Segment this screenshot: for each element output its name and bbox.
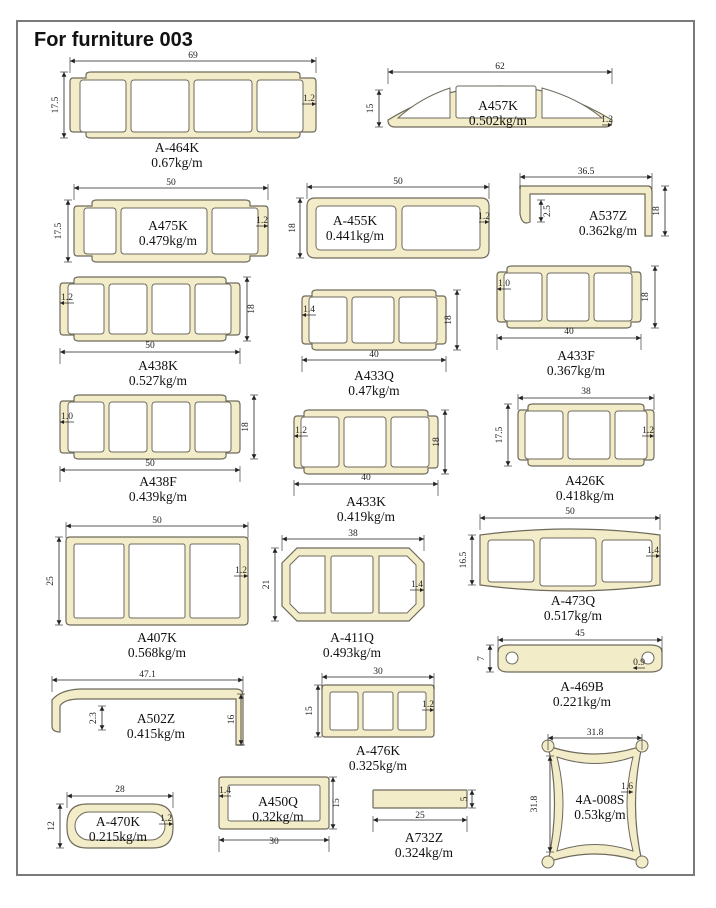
profile-label-a426k	[530, 473, 640, 503]
profile-code: A537Z	[588, 208, 628, 223]
profile-cavity	[391, 417, 429, 467]
profile-label-a450q	[233, 794, 323, 824]
profile-a464k	[70, 72, 316, 138]
profile-code: 4A-008S	[575, 792, 625, 807]
profile-cavity	[309, 297, 347, 343]
profile-weight: 0.493kg/m	[322, 645, 382, 660]
dimension-label: 18	[641, 292, 651, 302]
dimension-label: 40	[361, 473, 371, 483]
profile-a732z	[373, 790, 467, 808]
profile-label-a475k	[113, 218, 223, 248]
dimension-label: 15	[305, 706, 315, 716]
dimension-label: 17.5	[495, 426, 505, 444]
dimension-label: 50	[152, 516, 162, 526]
wall-thickness-label: 1.2	[61, 293, 73, 303]
profile-cavity	[540, 538, 596, 586]
profile-weight: 0.367kg/m	[546, 363, 606, 378]
profile-code: A-464K	[154, 140, 200, 155]
profile-cavity	[195, 284, 231, 334]
profile-cavity	[547, 273, 589, 321]
profile-label-a455k	[300, 213, 410, 243]
profile-code: A433K	[346, 494, 386, 509]
profile-label-a433k	[311, 494, 421, 524]
dimension-label: 25	[46, 576, 56, 586]
profile-weight: 0.419kg/m	[336, 509, 396, 524]
dimension-label: 50	[166, 178, 176, 188]
dimension-label: 40	[369, 350, 379, 360]
wall-thickness-label: 1.2	[256, 216, 268, 226]
dimension-label: 36.5	[577, 167, 595, 177]
profile-weight: 0.221kg/m	[552, 694, 612, 709]
profile-cavity	[109, 402, 147, 452]
dimension-label: 50	[145, 341, 155, 351]
dimension-label: 30	[373, 667, 383, 677]
profile-weight: 0.527kg/m	[128, 373, 188, 388]
profile-cavity	[602, 540, 652, 582]
wall-thickness-label: 1.4	[303, 305, 315, 315]
profile-label-a469b	[527, 679, 637, 709]
profile-label-a476k	[323, 743, 433, 773]
profile-code: A-469B	[560, 679, 604, 694]
profile-cavity	[195, 402, 231, 452]
profile-cavity	[399, 297, 437, 343]
profile-code: A438K	[138, 358, 178, 373]
dimension-label: 38	[581, 387, 591, 397]
profile-corner-bead	[542, 856, 554, 868]
dimension-label: 30	[269, 837, 279, 847]
profile-cavity	[506, 652, 518, 664]
profile-cavity	[301, 417, 339, 467]
dimension-label: 21	[262, 579, 272, 590]
dimension-label: 7	[477, 656, 487, 661]
dimension-label: 18	[652, 206, 662, 216]
profile-label-a433f	[521, 348, 631, 378]
wall-thickness-label: 1.4	[219, 786, 231, 796]
profile-code: A433Q	[354, 368, 394, 383]
profile-label-4a008s	[555, 792, 645, 822]
profile-code: A426K	[565, 473, 605, 488]
wall-thickness-label: 1.2	[601, 115, 613, 125]
dimension-label: 31.8	[530, 795, 540, 813]
dimension-label: 2.3	[89, 712, 99, 724]
profile-a433k	[294, 410, 438, 474]
wall-thickness-label: 1.2	[642, 426, 654, 436]
profile-label-a732z	[374, 830, 474, 860]
profile-cavity	[568, 411, 610, 459]
profile-a407k	[66, 537, 248, 625]
profile-weight: 0.517kg/m	[543, 608, 603, 623]
profile-code: A475K	[148, 218, 188, 233]
dimension-label: 18	[432, 437, 442, 447]
profile-cavity	[344, 417, 386, 467]
dimension-label: 31.8	[586, 728, 604, 738]
profile-label-a502z	[106, 711, 206, 741]
profile-code: A450Q	[258, 794, 298, 809]
profile-cavity	[194, 80, 252, 132]
profile-weight: 0.32kg/m	[252, 809, 304, 824]
profile-code: A-411Q	[330, 630, 374, 645]
dimension-label: 18	[241, 422, 251, 432]
profile-weight: 0.502kg/m	[468, 113, 528, 128]
profile-label-a464k	[117, 140, 237, 170]
dimension-label: 16	[227, 714, 237, 725]
dimension-label: 50	[145, 459, 155, 469]
profile-label-a537z	[558, 208, 658, 238]
wall-thickness-label: 0.9	[633, 658, 645, 668]
wall-thickness-label: 1.4	[411, 580, 423, 590]
dimension-label: 50	[393, 177, 403, 187]
profile-cavity	[152, 402, 190, 452]
profile-cavity	[363, 692, 393, 730]
profile-code: A407K	[137, 630, 177, 645]
wall-thickness-label: 1.4	[647, 546, 659, 556]
profile-code: A-476K	[355, 743, 401, 758]
wall-thickness-label: 1.2	[422, 700, 434, 710]
profile-cavity	[152, 284, 190, 334]
profile-cavity	[594, 273, 632, 321]
dimension-label: 2.5	[543, 205, 553, 217]
dimension-label: 45	[575, 629, 585, 639]
profile-code: A457K	[478, 98, 518, 113]
dimension-label: 47.1	[139, 670, 156, 680]
dimension-label: 25	[415, 811, 425, 821]
profile-cavity	[352, 297, 394, 343]
profile-outline	[373, 790, 467, 808]
dimension-label: 12	[47, 821, 57, 831]
profile-cavity	[109, 284, 147, 334]
profile-code: A502Z	[136, 711, 176, 726]
profile-label-a473q	[518, 593, 628, 623]
wall-thickness-label: 1.0	[61, 412, 73, 422]
profile-a411q	[282, 548, 424, 621]
dimension-label: 28	[115, 785, 125, 795]
dimension-label: 40	[564, 327, 574, 337]
page-title: For furniture 003	[34, 29, 193, 51]
dimension-label: 17.5	[51, 96, 61, 114]
dimension-label: 18	[247, 304, 257, 314]
wall-thickness-label: 1.0	[498, 279, 510, 289]
profile-code: A-455K	[332, 213, 378, 228]
profile-label-a433q	[319, 368, 429, 398]
profile-cavity	[330, 692, 358, 730]
dimension-label: 50	[565, 507, 575, 517]
profile-weight: 0.479kg/m	[138, 233, 198, 248]
profile-cavity	[68, 284, 104, 334]
wall-thickness-label: 1.2	[235, 566, 247, 576]
profile-a433q	[302, 290, 446, 350]
dimension-label: 15	[332, 798, 342, 808]
profile-cavity	[257, 80, 303, 132]
profile-weight: 0.441kg/m	[325, 228, 385, 243]
profile-cavity	[398, 692, 426, 730]
profile-cavity	[74, 544, 124, 618]
profile-weight: 0.568kg/m	[127, 645, 187, 660]
profile-cavity	[190, 544, 240, 618]
dimension-label: 16.5	[459, 551, 469, 569]
profile-cavity	[84, 208, 116, 254]
profile-cavity	[131, 80, 189, 132]
profile-weight: 0.53kg/m	[574, 807, 626, 822]
wall-thickness-label: 1.6	[621, 782, 633, 792]
profile-cavity	[129, 544, 185, 618]
profile-corner-bead	[636, 856, 648, 868]
profile-label-a470k	[73, 814, 163, 844]
profile-weight: 0.418kg/m	[555, 488, 615, 503]
profile-a473q	[480, 529, 660, 591]
profile-code: A732Z	[404, 830, 444, 845]
profile-code: A-470K	[95, 814, 141, 829]
profile-label-a438f	[103, 474, 213, 504]
dimension-label: 15	[366, 103, 376, 114]
profile-cavity	[68, 402, 104, 452]
profile-cavity	[402, 206, 480, 250]
profile-a426k	[518, 404, 654, 466]
profile-label-a411q	[297, 630, 407, 660]
profile-a438k	[60, 277, 240, 341]
profile-weight: 0.439kg/m	[128, 489, 188, 504]
wall-thickness-label: 1.2	[303, 94, 315, 104]
profile-weight: 0.47kg/m	[348, 383, 400, 398]
profile-a438f	[60, 395, 240, 459]
profile-code: A433F	[557, 348, 595, 363]
profile-weight: 0.67kg/m	[151, 155, 203, 170]
profile-a433f	[497, 266, 641, 328]
wall-thickness-label: 1.2	[160, 814, 172, 824]
profile-code: A-473Q	[550, 593, 596, 608]
wall-thickness-label: 1.2	[478, 212, 490, 222]
profile-cavity	[290, 556, 325, 613]
dimension-label: 18	[288, 223, 298, 233]
dimension-label: 18	[444, 315, 454, 325]
profile-weight: 0.215kg/m	[88, 829, 148, 844]
profile-cavity	[80, 80, 126, 132]
dimension-label: 5	[460, 796, 470, 802]
profile-weight: 0.415kg/m	[126, 726, 186, 741]
dimension-label: 38	[348, 529, 358, 539]
profile-cavity	[331, 556, 373, 613]
dimension-label: 69	[188, 51, 198, 61]
profile-weight: 0.325kg/m	[348, 758, 408, 773]
profile-cavity	[488, 540, 534, 582]
profile-a476k	[322, 685, 434, 737]
dimension-label: 62	[495, 62, 505, 72]
dimension-label: 17.5	[54, 222, 64, 240]
profile-code: A438F	[139, 474, 177, 489]
profile-weight: 0.324kg/m	[394, 845, 454, 860]
profile-label-a407k	[102, 630, 212, 660]
profile-label-a457k	[443, 98, 553, 128]
profile-label-a438k	[103, 358, 213, 388]
profile-weight: 0.362kg/m	[578, 223, 638, 238]
profile-cavity	[525, 411, 563, 459]
wall-thickness-label: 1.2	[295, 426, 307, 436]
